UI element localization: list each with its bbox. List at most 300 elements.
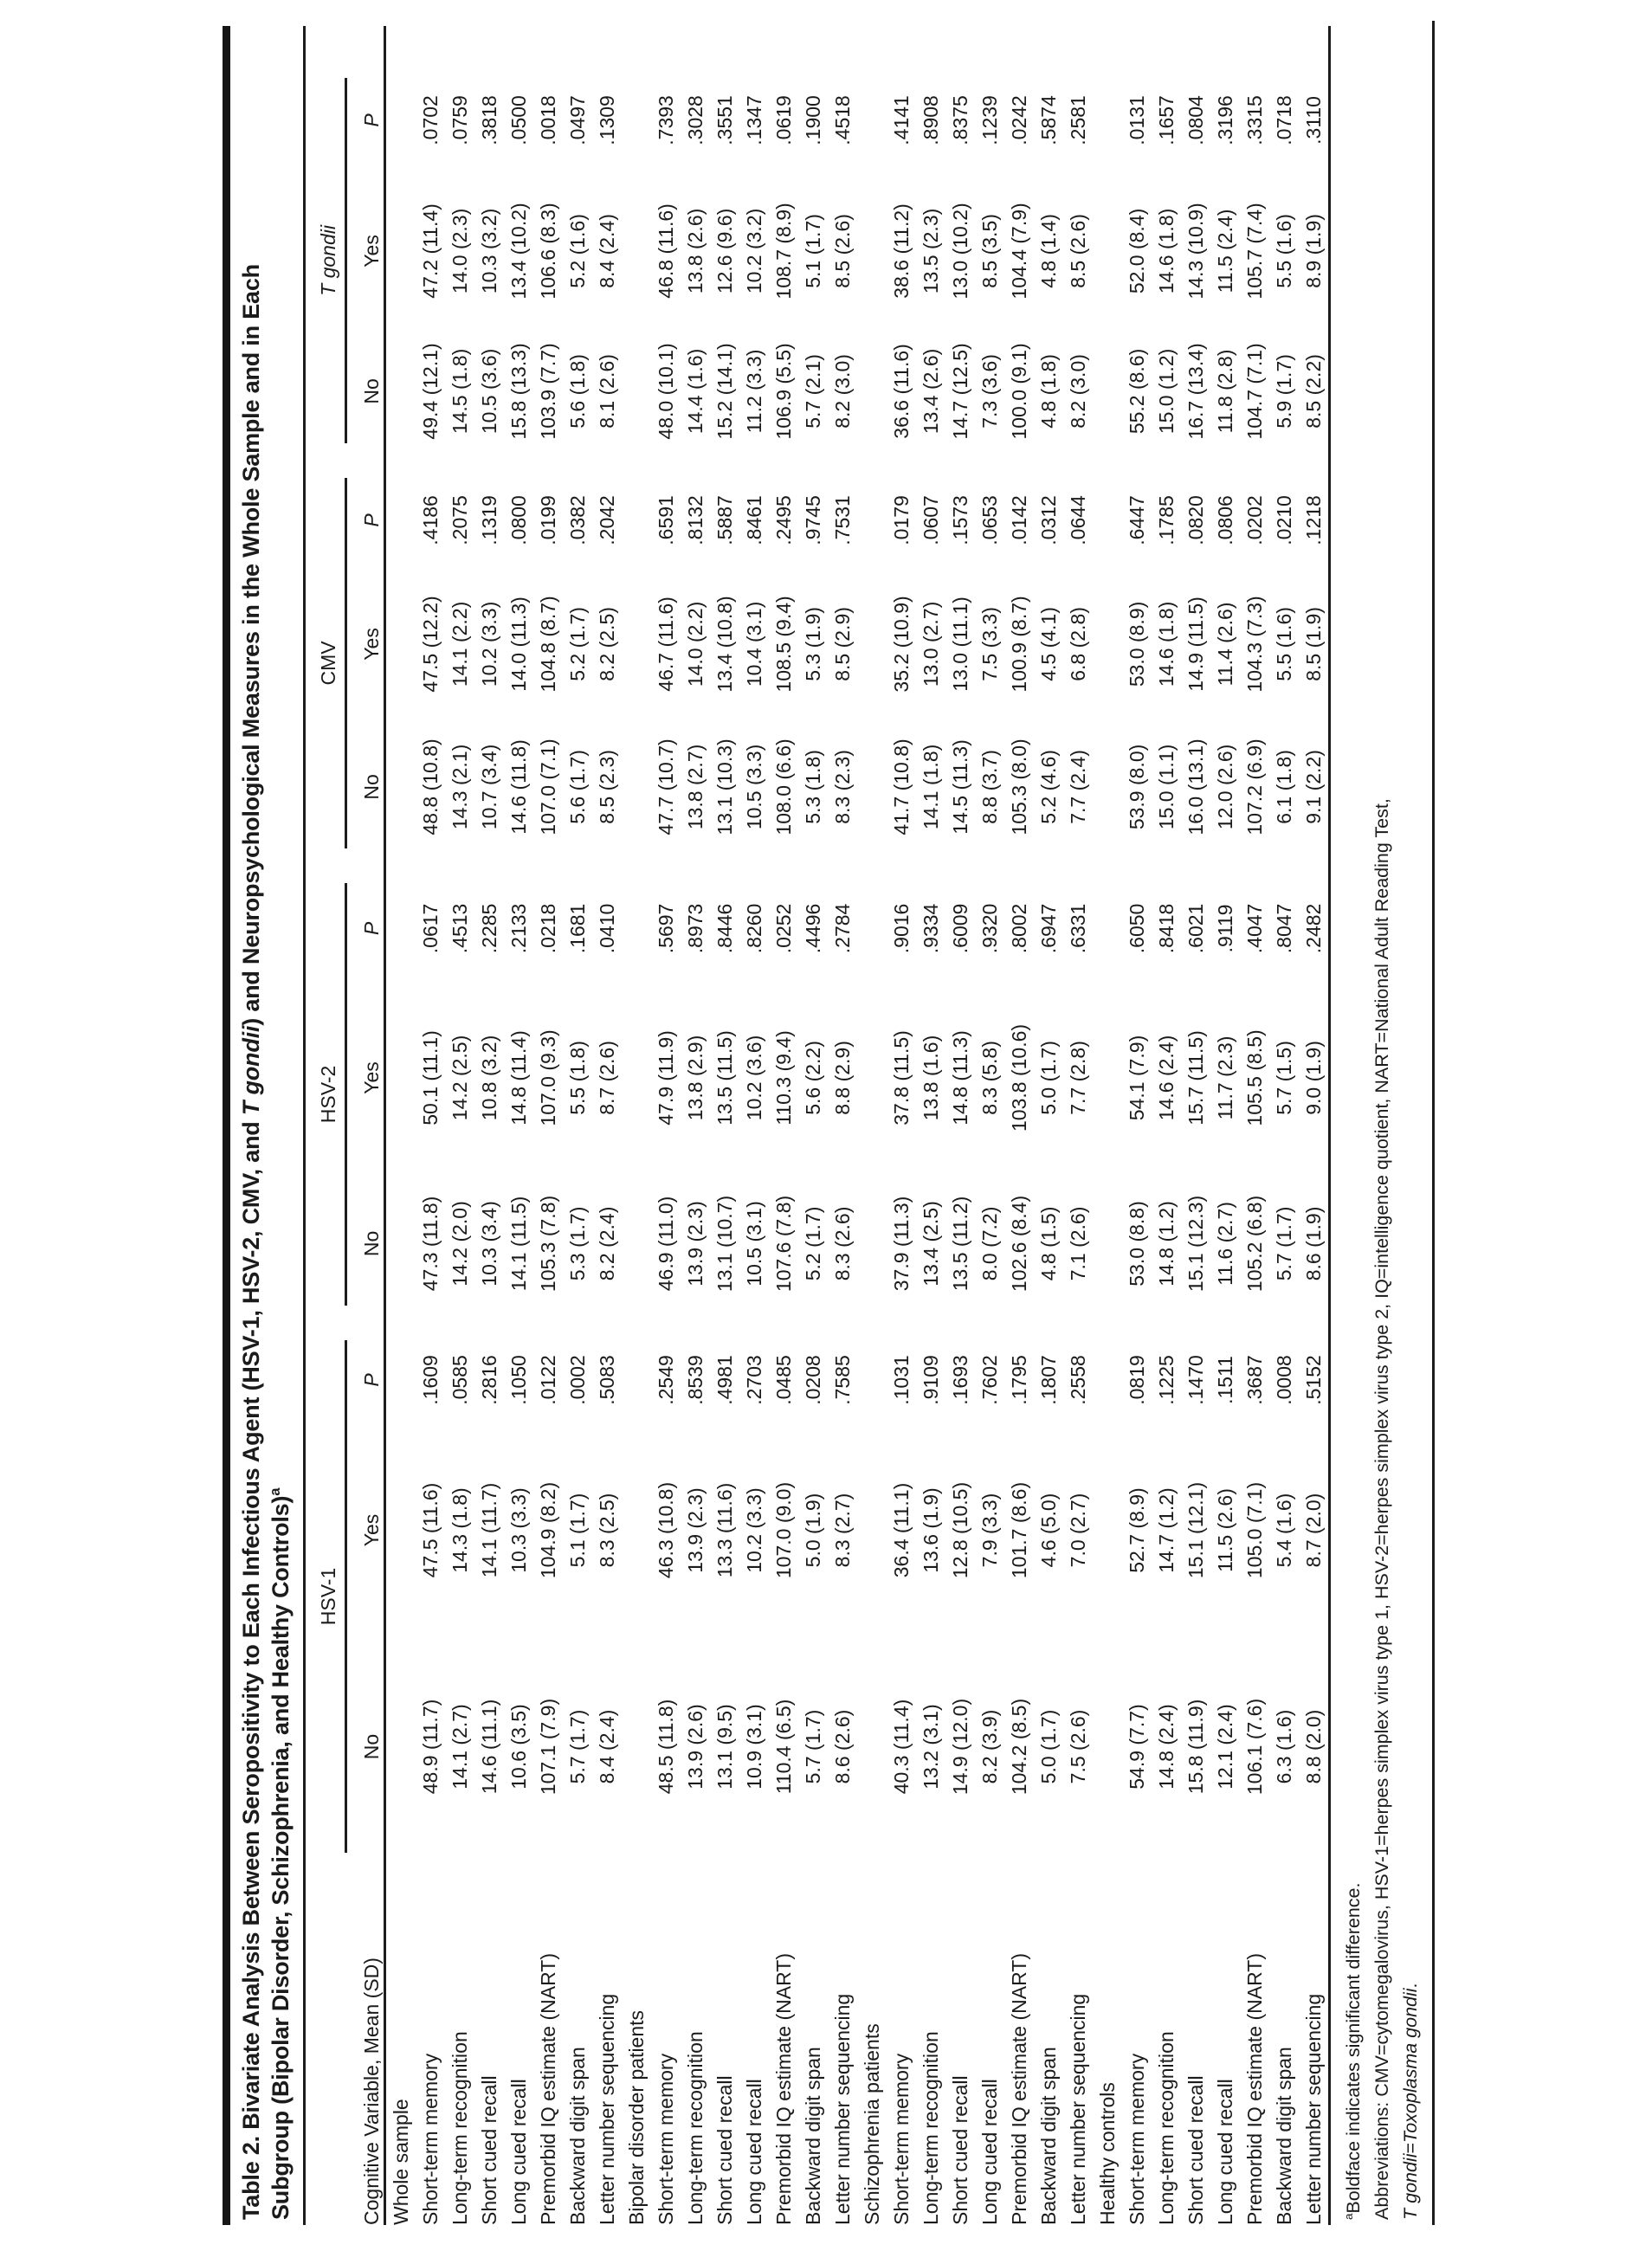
value-cell: 104.3 (7.3) [1243,596,1266,693]
subcolumn-header: Yes [347,580,385,708]
value-cell: 10.7 (3.4) [478,744,500,830]
value-cell: 13.9 (2.6) [684,1704,707,1790]
value-cell: 8.4 (2.4) [596,1709,618,1784]
value-cell: 12.1 (2.4) [1214,1704,1236,1790]
value-cell: 10.3 (3.2) [478,208,500,294]
value-cell: 14.7 (12.5) [949,343,971,440]
column-group-header [305,1323,348,1870]
value-cell: 13.9 (2.3) [684,1201,707,1287]
value-cell: .0819 [1126,1355,1148,1405]
data-row [1269,26,1299,2225]
value-cell: .9119 [1214,904,1236,953]
row-label-cell: Letter number sequencing [596,1993,618,2225]
value-cell: 5.6 (1.8) [566,354,589,429]
value-cell: 41.7 (10.8) [890,739,913,835]
value-cell: .0619 [772,95,795,145]
row-label-cell: Premorbid IQ estimate (NART) [1243,1953,1266,2225]
value-cell: 11.4 (2.6) [1214,602,1236,687]
data-row [1181,26,1210,2225]
value-cell: 104.2 (8.5) [1008,1698,1030,1796]
value-cell: 105.5 (8.5) [1243,1029,1266,1126]
value-cell: 6.3 (1.6) [1273,1709,1295,1784]
value-cell: .0500 [507,95,530,145]
value-cell: 107.2 (6.9) [1243,739,1266,835]
value-cell: 14.3 (10.9) [1184,203,1207,300]
value-cell: 5.2 (1.7) [566,607,589,681]
value-cell: 15.2 (14.1) [713,343,736,440]
value-cell: .8002 [1008,903,1030,954]
padding-cell [945,26,975,61]
value-cell: 6.1 (1.8) [1273,750,1295,824]
value-cell: 13.8 (1.6) [920,1035,942,1121]
padding-cell [1122,26,1152,61]
value-cell: 7.0 (2.7) [1067,1493,1089,1568]
value-cell: 54.9 (7.7) [1126,1704,1148,1790]
value-cell: .1900 [802,95,824,145]
value-cell: .0199 [537,495,559,545]
value-cell: .5083 [596,1355,618,1405]
value-cell: 10.2 (3.2) [743,208,765,294]
subcolumn-header: Yes [347,991,385,1164]
value-cell: 47.7 (10.7) [655,739,677,835]
section-header-row [622,26,651,2225]
value-cell: .3315 [1243,95,1266,145]
value-cell: 11.5 (2.4) [1214,209,1236,293]
value-cell: 8.6 (1.9) [1299,1164,1330,1323]
value-cell: 15.1 (12.1) [1184,1481,1207,1579]
value-cell: .6009 [949,903,971,954]
data-row [1004,26,1034,2225]
value-cell: .0759 [448,95,471,145]
subcolumn-header: P [347,461,385,580]
column-group-header [305,61,348,461]
data-row [1152,26,1181,2225]
column-group-header [305,461,348,866]
subcolumn-header: P [347,61,385,180]
row-label-cell: Letter number sequencing [831,1993,854,2225]
padding-cell [651,26,681,61]
value-cell: .2703 [743,1355,765,1405]
data-row [504,26,533,2225]
value-cell: .5697 [655,903,677,954]
data-row [1063,26,1093,2225]
value-cell: 13.5 (2.3) [920,208,942,294]
value-cell: 5.2 (1.7) [802,1206,824,1281]
group-label: T gondii [317,225,339,296]
text-run: . [1400,1983,1421,1989]
value-cell: 104.8 (8.7) [537,596,559,693]
padding-cell [1004,26,1034,61]
value-cell: 5.2 (1.6) [566,214,589,288]
value-cell: 14.1 (1.8) [920,744,942,830]
value-cell: 7.9 (3.3) [978,1493,1001,1568]
value-cell: .2784 [831,903,854,954]
value-cell: .9109 [920,1355,942,1405]
title-line [266,26,295,2220]
data-row [651,26,681,2225]
title-line [236,26,266,2220]
value-cell: .0218 [537,903,559,954]
value-cell: .2133 [507,903,530,954]
value-cell: 8.9 (1.9) [1299,180,1330,322]
value-cell: .0804 [1184,95,1207,145]
row-label-cell: Short-term memory [890,2053,913,2225]
row-label-cell: Short-term memory [655,2053,677,2225]
data-row [416,26,445,2225]
value-cell: 12.0 (2.6) [1214,744,1236,830]
value-cell: 14.6 (11.1) [478,1699,500,1795]
row-label-cell: Long cued recall [1214,2079,1236,2225]
value-cell: 35.2 (10.9) [890,596,913,693]
value-cell: 13.3 (11.6) [713,1482,736,1578]
padding-cell [798,26,828,61]
value-cell: .0382 [566,495,589,545]
value-cell: 103.9 (7.7) [537,343,559,440]
value-cell: .9745 [802,495,824,545]
value-cell: 5.1 (1.7) [802,214,824,288]
value-cell: 46.3 (10.8) [655,1481,677,1579]
value-cell: .2495 [772,495,795,545]
value-cell: .1681 [566,903,589,954]
padding-cell [1240,26,1269,61]
value-cell: 13.5 (11.2) [949,1196,971,1292]
value-cell: .1347 [743,95,765,145]
value-cell: 14.7 (1.2) [1155,1487,1178,1573]
row-label-cell: Long-term recognition [920,2031,942,2225]
subcolumn-header: Yes [347,1437,385,1623]
value-cell: 48.9 (11.7) [419,1699,442,1795]
value-cell: 16.7 (13.4) [1184,343,1207,440]
data-row [1122,26,1152,2225]
value-cell: 8.2 (3.9) [978,1709,1001,1784]
value-cell: .3196 [1214,95,1236,145]
value-cell: .9334 [920,903,942,954]
text-run: = [1400,2142,1421,2154]
value-cell: 47.2 (11.4) [419,203,442,299]
value-cell: .0142 [1008,495,1030,545]
value-cell: 5.3 (1.8) [802,750,824,824]
row-label-cell: Backward digit span [802,2047,824,2225]
value-cell: 13.4 (10.8) [713,596,736,693]
value-cell: 11.6 (2.7) [1214,1202,1236,1286]
value-cell: 5.3 (1.7) [566,1206,589,1281]
row-label-cell: Long cued recall [507,2079,530,2225]
value-cell: 8.2 (3.0) [831,354,854,429]
value-cell: 8.5 (2.6) [831,214,854,288]
value-cell: 105.3 (7.8) [537,1195,559,1293]
value-cell: .3110 [1299,61,1330,180]
text-run: ) and Neuropsychological Measures in the Whole Sample and in Each [238,264,264,1026]
value-cell: .0131 [1126,95,1148,145]
row-label-cell: Backward digit span [1037,2047,1060,2225]
value-cell: 106.6 (8.3) [537,203,559,300]
value-cell: .8260 [743,903,765,954]
subcolumn-header: No [347,708,385,866]
value-cell: 13.4 (10.2) [507,203,530,300]
value-cell: .6050 [1126,903,1148,954]
value-cell: 13.1 (10.7) [713,1195,736,1293]
value-cell: .2581 [1067,95,1089,145]
value-cell: 8.0 (7.2) [978,1206,1001,1281]
group-span-rule [317,478,347,848]
value-cell: 108.0 (6.6) [772,739,795,835]
row-label-cell: Short-term memory [419,2053,442,2225]
value-cell: .1050 [507,1355,530,1405]
data-row [1240,26,1269,2225]
value-cell: 10.9 (3.1) [743,1704,765,1790]
value-cell: .2549 [655,1355,677,1405]
value-cell: .8418 [1155,903,1178,954]
value-cell: 5.7 (2.1) [802,354,824,429]
value-cell: 4.5 (4.1) [1037,607,1060,681]
value-cell: 8.8 (3.7) [978,750,1001,824]
value-cell: 13.0 (11.1) [949,597,971,692]
value-cell: .8973 [684,903,707,954]
value-cell: 14.1 (11.7) [478,1482,500,1578]
value-cell: .5887 [713,495,736,545]
value-cell: 47.9 (11.9) [655,1030,677,1126]
value-cell: .0242 [1008,95,1030,145]
italic-text: Toxoplasma gondii [1400,1988,1421,2143]
table-title [236,26,295,2220]
value-cell: 13.0 (2.7) [920,601,942,687]
value-cell: .8047 [1273,903,1295,954]
data-row [533,26,563,2225]
value-cell: 8.5 (2.6) [1067,214,1089,288]
group-label: HSV-1 [317,1567,339,1626]
value-cell: 13.8 (2.6) [684,208,707,294]
value-cell: .1795 [1008,1355,1030,1405]
value-cell: 11.2 (3.3) [743,349,765,434]
table-header [305,26,385,2225]
value-cell: 48.8 (10.8) [419,739,442,835]
data-row [681,26,710,2225]
value-cell: 5.7 (1.7) [566,1709,589,1784]
value-cell: 14.8 (1.2) [1155,1201,1178,1287]
value-cell: 5.7 (1.7) [802,1709,824,1784]
value-cell: .0122 [537,1355,559,1405]
value-cell: .8132 [684,495,707,545]
section-label: Bipolar disorder patients [625,2009,648,2225]
value-cell: 10.3 (3.4) [478,1201,500,1287]
footnotes [1338,21,1435,2225]
value-cell: .0653 [978,495,1001,545]
value-cell: .1807 [1037,1355,1060,1405]
value-cell: 11.5 (2.6) [1214,1488,1236,1572]
row-label-cell: Premorbid IQ estimate (NART) [1008,1953,1030,2225]
padding-cell [1181,26,1210,61]
value-cell: 10.4 (3.1) [743,601,765,687]
value-cell: .0410 [596,903,618,954]
value-cell: 14.4 (1.6) [684,348,707,435]
value-cell: .4981 [713,1355,736,1405]
value-cell: 14.8 (2.4) [1155,1704,1178,1790]
text-run: Abbreviations: CMV=cytomegalovirus, HSV-1=herpes simplex virus type 1, HSV-2=herpes simplex virus type 2, IQ=intelligence quotient, NART=National Adult Reading Test, [1371,798,1392,2220]
italic-text: T gondii [238,1025,264,1116]
row-label-cell: Short cued recall [478,2075,500,2225]
value-cell: 8.4 (2.4) [596,214,618,288]
value-cell: 10.3 (3.3) [507,1487,530,1573]
value-cell: 12.8 (10.5) [949,1481,971,1579]
value-cell: .6021 [1184,903,1207,954]
value-cell: 5.0 (1.7) [1037,1041,1060,1115]
value-cell: .4141 [890,95,913,145]
row-label-cell: Long-term recognition [1155,2031,1178,2225]
value-cell: 13.9 (2.3) [684,1487,707,1573]
value-cell: 107.0 (9.0) [772,1481,795,1579]
value-cell: 104.4 (7.9) [1008,203,1030,300]
group-span-rule [317,78,347,443]
value-cell: 40.3 (11.4) [890,1699,913,1795]
column-group-header [305,866,348,1323]
value-cell: 36.6 (11.6) [890,344,913,439]
value-cell: .0485 [772,1355,795,1405]
value-cell: 8.2 (2.4) [596,1206,618,1281]
value-cell: 105.2 (6.8) [1243,1195,1266,1293]
value-cell: 53.0 (8.9) [1126,601,1148,687]
value-cell: 52.7 (8.9) [1126,1487,1148,1573]
value-cell: .0208 [802,1355,824,1405]
value-cell: 110.3 (9.4) [772,1030,795,1126]
value-cell: .2075 [448,495,471,545]
value-cell: .1693 [949,1355,971,1405]
padding-cell [975,26,1004,61]
padding-cell [1063,26,1093,61]
value-cell: 14.1 (2.7) [448,1704,471,1790]
value-cell: .0210 [1273,495,1295,545]
value-cell: 8.5 (2.2) [1299,322,1330,461]
value-cell: 7.3 (3.6) [978,354,1001,429]
value-cell: 11.8 (2.8) [1214,349,1236,434]
value-cell: 107.0 (7.1) [537,739,559,835]
value-cell: 7.5 (3.3) [978,607,1001,681]
value-cell: 105.7 (7.4) [1243,203,1266,300]
value-cell: .7602 [978,1355,1001,1405]
padding-cell [916,26,945,61]
value-cell: 10.8 (3.2) [478,1035,500,1121]
value-cell: 10.5 (3.6) [478,348,500,435]
value-cell: 8.8 (2.0) [1299,1623,1330,1870]
subcolumn-header: No [347,1623,385,1870]
value-cell: .9016 [890,903,913,954]
value-cell: .4518 [831,95,854,145]
row-label-cell: Long-term recognition [684,2031,707,2225]
value-cell: 46.7 (11.6) [655,597,677,692]
footnote [1397,21,1425,2220]
footnote [1368,21,1397,2220]
subcolumn-header: No [347,322,385,461]
value-cell: .7531 [831,495,854,545]
value-cell: 10.5 (3.1) [743,1201,765,1287]
row-label-cell: Premorbid IQ estimate (NART) [537,1953,559,2225]
value-cell: 11.7 (2.3) [1214,1035,1236,1120]
value-cell: 13.2 (3.1) [920,1704,942,1790]
group-span-rule [317,1340,347,1853]
value-cell: .0820 [1184,495,1207,545]
value-cell: 103.8 (10.6) [1008,1023,1030,1132]
value-cell: .0644 [1067,495,1089,545]
value-cell: .3818 [478,95,500,145]
value-cell: .6447 [1126,495,1148,545]
value-cell: 54.1 (7.9) [1126,1035,1148,1121]
value-cell: .3687 [1243,1355,1266,1405]
value-cell: 5.6 (2.2) [802,1041,824,1115]
value-cell: 55.2 (8.6) [1126,348,1148,435]
value-cell: 8.3 (2.5) [596,1493,618,1568]
data-row [887,26,916,2225]
value-cell: .1573 [949,495,971,545]
value-cell: .3551 [713,95,736,145]
data-row [563,26,592,2225]
section-header-row [857,26,887,2225]
padding-cell [1210,26,1240,61]
value-cell: 12.6 (9.6) [713,208,736,294]
subcolumn-header: P [347,1323,385,1437]
value-cell: .1218 [1299,461,1330,580]
text-run: Subgroup (Bipolar Disorder, Schizophrenia, and Healthy Controls) [268,1495,294,2220]
value-cell: 4.8 (1.4) [1037,214,1060,288]
value-cell: 47.5 (11.6) [419,1482,442,1578]
value-cell: 7.1 (2.6) [1067,1206,1089,1281]
value-cell: .1657 [1155,95,1178,145]
value-cell: 104.7 (7.1) [1243,343,1266,440]
value-cell: 5.2 (4.6) [1037,750,1060,824]
value-cell: 13.4 (2.6) [920,348,942,435]
value-cell: 14.0 (11.3) [507,597,530,692]
value-cell: 9.0 (1.9) [1299,991,1330,1164]
value-cell: .2042 [596,495,618,545]
value-cell: 48.5 (11.8) [655,1699,677,1795]
value-cell: 5.7 (1.7) [1273,1206,1295,1281]
row-label-cell: Letter number sequencing [1299,1870,1330,2225]
value-cell: 105.0 (7.1) [1243,1481,1266,1579]
value-cell: 105.3 (8.0) [1008,739,1030,835]
value-cell: 10.2 (3.6) [743,1035,765,1121]
value-cell: 10.2 (3.3) [743,1487,765,1573]
value-cell: 8.5 (2.9) [831,607,854,681]
value-cell: 4.8 (1.8) [1037,354,1060,429]
data-table [303,26,1331,2225]
value-cell: 4.6 (5.0) [1037,1493,1060,1568]
value-cell: .1225 [1155,1355,1178,1405]
value-cell: .4186 [419,495,442,545]
padding-cell [563,26,592,61]
value-cell: 107.6 (7.8) [772,1195,795,1293]
value-cell: 13.4 (2.5) [920,1201,942,1287]
value-cell: .0179 [890,495,913,545]
value-cell: 15.7 (11.5) [1184,1030,1207,1126]
value-cell: .7585 [831,1355,854,1405]
value-cell: 49.4 (12.1) [419,343,442,440]
section-header-row [1093,26,1122,2225]
padding-column [305,26,385,61]
value-cell: .1785 [1155,495,1178,545]
padding-cell [887,26,916,61]
value-cell: 10.5 (3.3) [743,744,765,830]
value-cell: .4496 [802,903,824,954]
value-cell: 16.0 (13.1) [1184,739,1207,835]
value-cell: 107.0 (9.3) [537,1029,559,1126]
value-cell: 14.3 (2.1) [448,744,471,830]
value-cell: 5.5 (1.8) [566,1041,589,1115]
data-row [739,26,769,2225]
data-row [798,26,828,2225]
section-label: Healthy controls [1096,2082,1119,2225]
value-cell: .0702 [419,95,442,145]
value-cell: .4513 [448,903,471,954]
value-cell: 47.5 (12.2) [419,596,442,693]
value-cell: 6.8 (2.8) [1067,607,1089,681]
